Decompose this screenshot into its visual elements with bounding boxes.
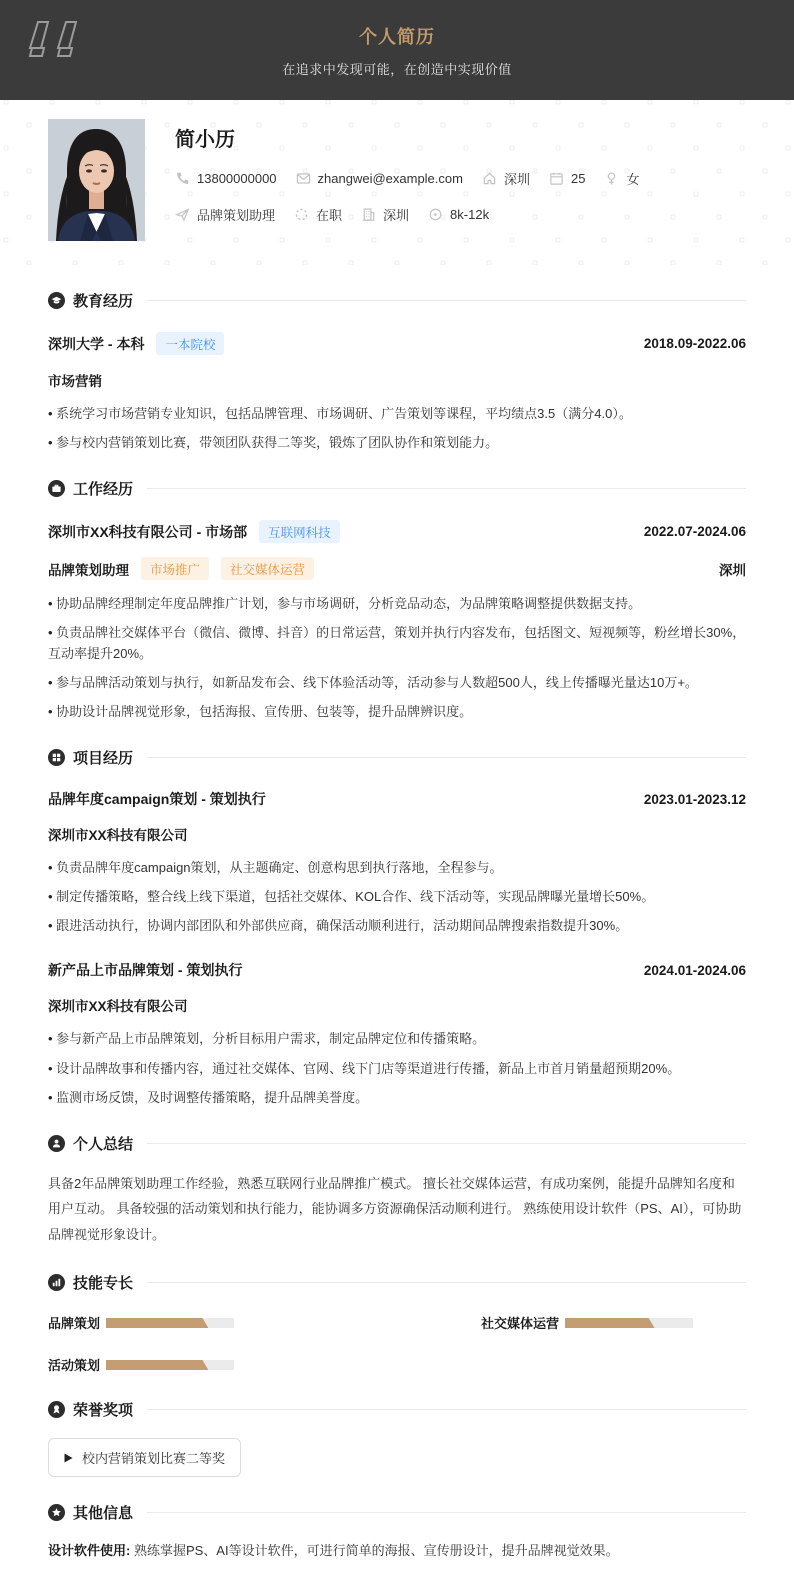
tag-badge: 互联网科技	[259, 520, 340, 543]
entry-title: 深圳市XX科技有限公司 - 市场部	[48, 523, 248, 540]
skill-label: 社交媒体运营	[481, 1316, 560, 1332]
section-header	[48, 1399, 746, 1420]
resume-content	[0, 290, 794, 1581]
other-info-value: 熟练掌握PS、AI等设计软件，可进行简单的海报、宣传册设计，提升品牌视觉效果。	[133, 1543, 619, 1559]
entry-bullets	[48, 857, 746, 936]
city-icon	[361, 207, 376, 222]
section-skills	[48, 1272, 746, 1374]
entry-header-left	[48, 960, 242, 980]
contact-text: 8k-12k	[450, 207, 490, 222]
education-entries	[48, 332, 746, 453]
resume-title: 个人简历	[359, 26, 435, 47]
skill-bar-track	[106, 1318, 234, 1328]
user-icon	[48, 1135, 65, 1152]
profile-photo	[48, 119, 145, 241]
gender-icon	[604, 171, 619, 186]
section-header	[48, 747, 746, 768]
expand-icon	[64, 1453, 73, 1463]
home-icon	[482, 171, 497, 186]
section-projects	[48, 747, 746, 1107]
bullet-item: • 参与品牌活动策划与执行，如新品发布会、线下体验活动等，活动参与人数超500人，线上传播曝光量达10万+。	[48, 672, 746, 693]
section-divider	[147, 1512, 746, 1513]
entry-title: 品牌年度campaign策划 - 策划执行	[48, 791, 266, 808]
phone-icon	[175, 171, 190, 186]
entry-location: 深圳	[719, 562, 746, 578]
entry-header	[48, 789, 746, 809]
other-info-label: 设计软件使用:	[48, 1543, 131, 1559]
bullet-item: • 负责品牌社交媒体平台（微信、微博、抖音）的日常运营，策划并执行内容发布，包括图文、短视频等，粉丝增长30%，互动率提升20%。	[48, 622, 746, 664]
contact-item	[175, 205, 275, 224]
section-title: 项目经历	[73, 750, 134, 768]
skill-bar-fill	[106, 1318, 208, 1328]
contact-row	[175, 205, 746, 224]
email-icon	[296, 171, 311, 186]
contact-rows	[175, 169, 746, 224]
resume-subtitle: 在追求中发现可能，在创造中实现价值	[282, 61, 512, 77]
contact-text: 品牌策划助理	[197, 208, 276, 223]
contact-text: 深圳	[503, 172, 530, 187]
entry-subheader-left	[48, 557, 314, 580]
contact-text: 13800000000	[197, 171, 277, 186]
section-title: 工作经历	[73, 481, 134, 499]
entry-header	[48, 960, 746, 980]
entry-company: 市场营销	[48, 374, 102, 389]
contact-item	[549, 171, 585, 186]
resume-entry	[48, 789, 746, 936]
tag-badge: 一本院校	[156, 332, 224, 355]
bullet-item: • 设计品牌故事和传播内容，通过社交媒体、官网、线下门店等渠道进行传播，新品上市首月销量超预期20%。	[48, 1058, 746, 1079]
entry-title: 新产品上市品牌策划 - 策划执行	[48, 962, 243, 979]
contact-item	[482, 169, 530, 188]
section-header	[48, 1272, 746, 1293]
entry-header	[48, 332, 746, 355]
honor-chip[interactable]	[48, 1438, 241, 1477]
work-entries	[48, 520, 746, 722]
section-header	[48, 290, 746, 311]
medal-icon	[48, 1401, 65, 1418]
section-other	[48, 1502, 746, 1562]
summary-text: 具备2年品牌策划助理工作经验，熟悉互联网行业品牌推广模式。 擅长社交媒体运营，有成功案例，能提升品牌知名度和用户互动。 具备较强的活动策划和执行能力，能协调多方资源确保活动顺利进行。 熟练使用设计软件（PS、AI），可协助品牌视觉形象设计。	[48, 1175, 742, 1242]
entry-bullets	[48, 1028, 746, 1107]
contact-text: zhangwei@example.com	[317, 171, 463, 186]
section-title: 教育经历	[73, 293, 134, 310]
resume-entry	[48, 332, 746, 453]
chart-icon	[48, 1274, 65, 1291]
banner	[0, 0, 794, 100]
profile-info	[175, 119, 746, 241]
section-divider	[147, 488, 746, 489]
quote-icon	[26, 18, 82, 60]
skill-bar-fill	[106, 1360, 208, 1370]
entry-company: 深圳市XX科技有限公司	[48, 828, 188, 844]
bullet-item: • 参与新产品上市品牌策划，分析目标用户需求，制定品牌定位和传播策略。	[48, 1028, 746, 1049]
contact-text: 深圳	[383, 208, 410, 223]
briefcase-icon	[48, 480, 65, 497]
entry-title: 深圳大学 - 本科	[48, 335, 145, 352]
contact-item	[604, 169, 639, 188]
skill-item	[48, 1313, 313, 1332]
entry-date: 2018.09-2022.06	[643, 336, 746, 351]
age-icon	[549, 171, 564, 186]
bullet-item: • 制定传播策略，整合线上线下渠道，包括社交媒体、KOL合作、线下活动等，实现品牌曝光量增长50%。	[48, 886, 746, 907]
section-divider	[147, 1409, 746, 1410]
entry-date: 2022.07-2024.06	[643, 524, 746, 540]
projects-entries	[48, 789, 746, 1107]
section-header	[48, 478, 746, 499]
entry-header-left	[48, 789, 266, 809]
section-title: 技能专长	[73, 1275, 134, 1293]
section-education	[48, 290, 746, 453]
entry-company: 深圳市XX科技有限公司	[48, 999, 188, 1015]
entry-subheader	[48, 557, 746, 580]
bullet-item: • 参与校内营销策划比赛，带领团队获得二等奖，锻炼了团队协作和策划能力。	[48, 432, 746, 453]
skill-bar-track	[565, 1318, 693, 1328]
bullet-item: • 负责品牌年度campaign策划，从主题确定、创意构思到执行落地，全程参与。	[48, 857, 746, 878]
section-divider	[147, 1282, 746, 1283]
bullet-item: • 跟进活动执行，协调内部团队和外部供应商，确保活动顺利进行，活动期间品牌搜索指数提升30%。	[48, 915, 746, 936]
position-icon	[175, 207, 190, 222]
section-work	[48, 478, 746, 722]
skill-bar-track	[106, 1360, 234, 1370]
entry-bullets	[48, 403, 746, 453]
salary-icon	[428, 207, 443, 222]
star-icon	[48, 1504, 65, 1521]
candidate-name: 简小历	[175, 129, 235, 151]
section-divider	[147, 757, 746, 758]
contact-text: 25	[570, 171, 586, 186]
entry-date: 2024.01-2024.06	[643, 962, 746, 978]
contact-text: 女	[626, 172, 640, 187]
contact-item	[175, 171, 277, 186]
section-title: 其他信息	[73, 1505, 134, 1523]
bullet-item: • 协助设计品牌视觉形象，包括海报、宣传册、包装等，提升品牌辨识度。	[48, 701, 746, 722]
tag-badge: 社交媒体运营	[221, 557, 314, 580]
section-header	[48, 1502, 746, 1523]
grid-icon	[48, 749, 65, 766]
skill-bar-fill	[565, 1318, 655, 1328]
honor-chips	[48, 1438, 746, 1477]
skill-label: 活动策划	[48, 1358, 101, 1374]
contact-item	[361, 205, 409, 224]
skill-item	[481, 1313, 746, 1332]
entry-header	[48, 520, 746, 543]
entry-header-left	[48, 520, 340, 543]
contact-item	[428, 207, 489, 222]
entry-role: 品牌策划助理	[48, 562, 129, 578]
skill-item	[48, 1355, 313, 1374]
section-title: 个人总结	[73, 1135, 134, 1153]
section-divider	[147, 1143, 746, 1144]
entry-bullets	[48, 593, 746, 722]
honor-label: 校内营销策划比赛二等奖	[82, 1451, 226, 1467]
skills-grid	[48, 1313, 746, 1374]
profile-section	[0, 100, 794, 265]
contact-item	[294, 205, 342, 224]
section-title: 荣誉奖项	[73, 1402, 134, 1420]
resume-entry	[48, 520, 746, 722]
contact-row	[175, 169, 746, 188]
entry-header-left	[48, 332, 224, 355]
entry-date: 2023.01-2023.12	[643, 791, 746, 807]
skill-label: 品牌策划	[48, 1316, 101, 1332]
section-honors	[48, 1399, 746, 1477]
other-info-text	[48, 1540, 746, 1562]
section-header	[48, 1133, 746, 1154]
bullet-item: • 协助品牌经理制定年度品牌推广计划，参与市场调研，分析竞品动态，为品牌策略调整提供数据支持。	[48, 593, 746, 614]
bullet-item: • 监测市场反馈，及时调整传播策略，提升品牌美誉度。	[48, 1087, 746, 1108]
resume-entry	[48, 960, 746, 1107]
section-summary	[48, 1133, 746, 1248]
contact-item	[296, 171, 463, 186]
section-divider	[147, 300, 746, 301]
graduation-cap-icon	[48, 292, 65, 309]
status-icon	[294, 207, 309, 222]
contact-text: 在职	[316, 208, 343, 223]
tag-badge: 市场推广	[141, 557, 209, 580]
bullet-item: • 系统学习市场营销专业知识，包括品牌管理、市场调研、广告策划等课程，平均绩点3.5（满分4.0）。	[48, 403, 746, 424]
